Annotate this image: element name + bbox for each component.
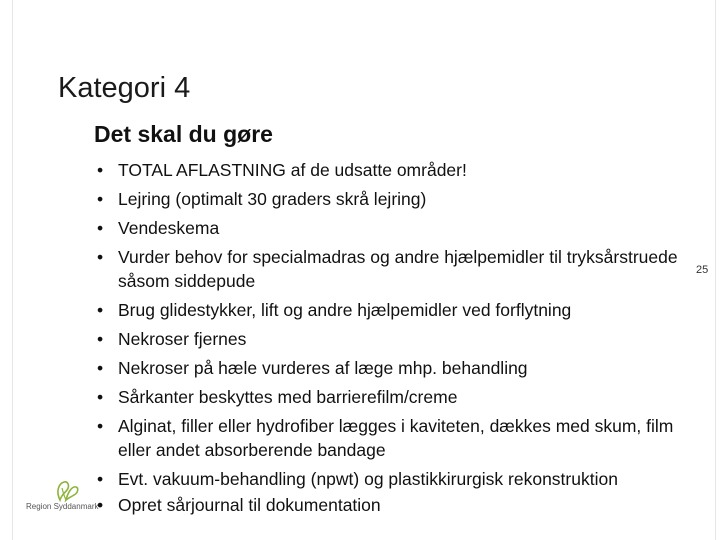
bullet-text: Sårkanter beskyttes med barrierefilm/creme (118, 387, 458, 407)
bullet-icon: • (97, 218, 104, 238)
list-item (94, 187, 699, 211)
list-item (94, 245, 699, 293)
region-logo (26, 478, 106, 518)
slide-title: Kategori 4 (58, 72, 191, 104)
bullet-text: Vurder behov for specialmadras og andre hjælpemidler til tryksårstruede såsom siddepude (118, 247, 678, 291)
list-item (94, 327, 699, 351)
bullet-text: Alginat, filler eller hydrofiber lægges i kaviteten, dækkes med skum, film eller andet absorberende bandage (118, 416, 674, 460)
list-item (94, 493, 699, 517)
list-item (94, 356, 699, 380)
list-item (94, 385, 699, 409)
bullet-icon: • (97, 469, 104, 489)
slide-subtitle: Det skal du gøre (94, 121, 273, 147)
bullet-text: Evt. vakuum-behandling (npwt) og plastikkirurgisk rekonstruktion (118, 469, 618, 489)
list-item (94, 298, 699, 322)
bullet-icon: • (97, 495, 104, 515)
bullet-icon: • (97, 189, 104, 209)
bullet-text: TOTAL AFLASTNING af de udsatte områder! (118, 160, 467, 180)
page-number: 25 (696, 264, 709, 276)
bullet-list (94, 158, 699, 519)
bullet-icon: • (97, 329, 104, 349)
bullet-text: Nekroser fjernes (118, 329, 247, 349)
bullet-icon: • (97, 247, 104, 267)
bullet-icon: • (97, 358, 104, 378)
bullet-icon: • (97, 387, 104, 407)
bullet-icon: • (97, 300, 104, 320)
region-logo-icon (26, 478, 106, 504)
list-item (94, 216, 699, 240)
bullet-text: Lejring (optimalt 30 graders skrå lejring) (118, 189, 427, 209)
bullet-text: Vendeskema (118, 218, 220, 238)
bullet-icon: • (97, 160, 104, 180)
bullet-text: Brug glidestykker, lift og andre hjælpemidler ved forflytning (118, 300, 572, 320)
bullet-text: Opret sårjournal til dokumentation (118, 495, 381, 515)
bullet-icon: • (97, 416, 104, 436)
logo-text: Region Syddanmark (26, 502, 99, 511)
list-item (94, 414, 699, 462)
bullet-text: Nekroser på hæle vurderes af læge mhp. behandling (118, 358, 528, 378)
list-item (94, 158, 699, 182)
list-item (94, 467, 699, 491)
